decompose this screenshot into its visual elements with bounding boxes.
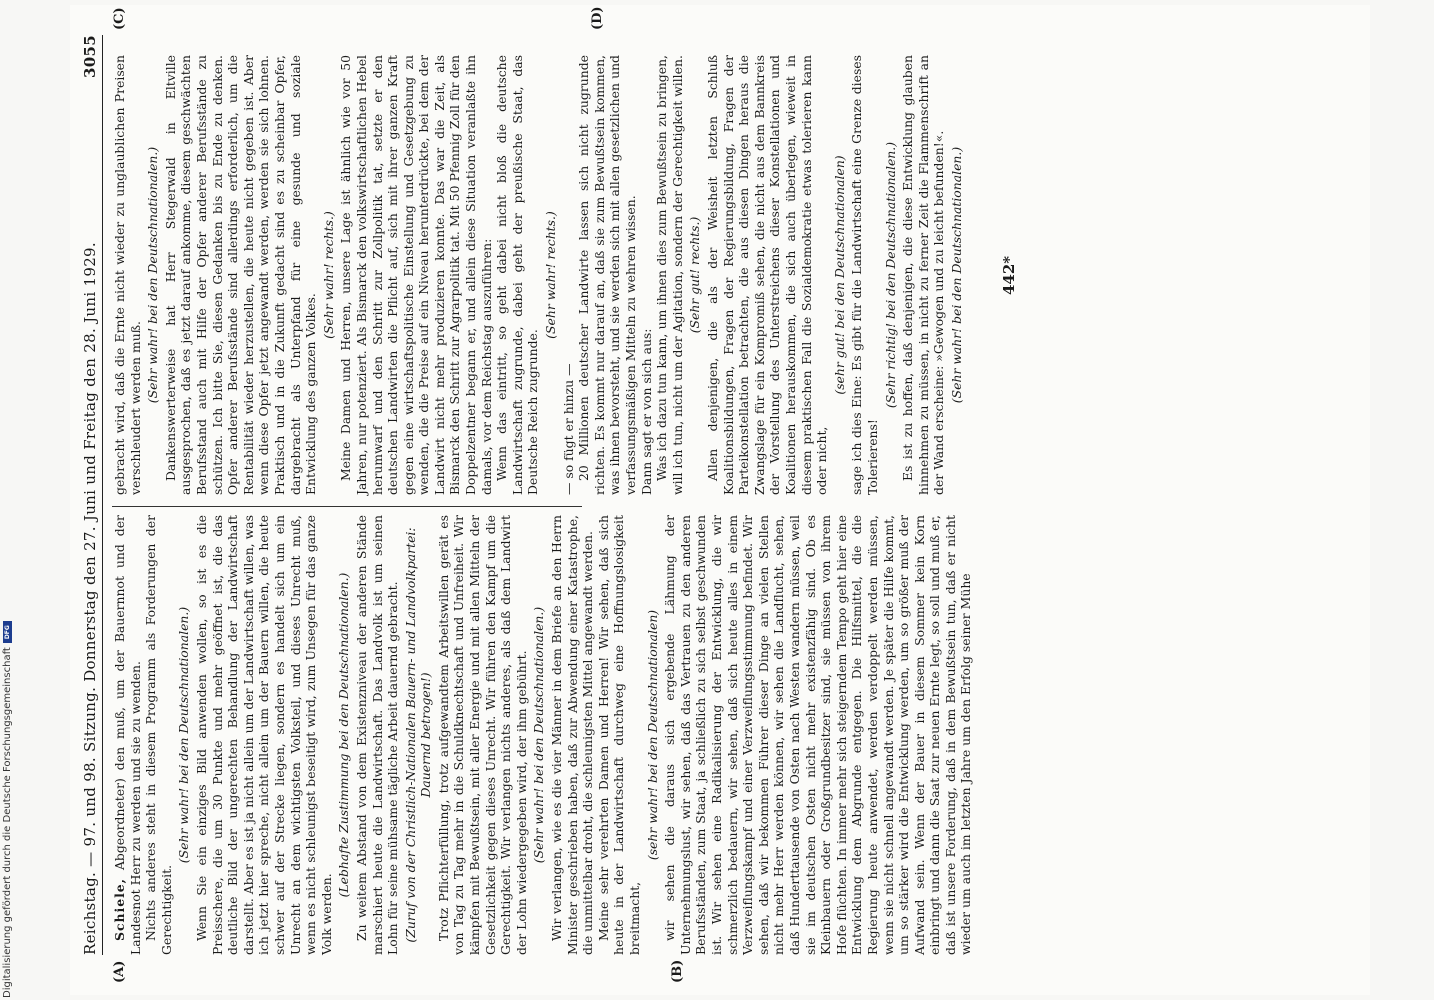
dfg-logo-icon: DFG xyxy=(3,621,12,643)
paragraph: Zu weitem Abstand von dem Existenzniveau der anderen Stände marschiert heute die Landwirtschaft. Das Landvolk ist um seinen Lohn für seine mühsame tägliche Arbeit dauernd gebracht. xyxy=(353,515,401,955)
interjection: (Sehr wahr! rechts.) xyxy=(543,211,559,339)
margin-letter-c: (C) xyxy=(112,7,127,30)
right-column xyxy=(112,55,966,495)
left-column xyxy=(112,515,974,955)
digitization-credit xyxy=(2,621,13,998)
interjection: (Sehr wahr! rechts.) xyxy=(320,211,336,339)
paragraph-text: Abgeordneter) den muß, um der Bauernnot und der Landesnot Herr zu werden und sie zu wenden. xyxy=(112,515,143,955)
paragraph: — so fügt er hinzu — xyxy=(560,363,576,495)
page-number: 3055 xyxy=(81,35,99,78)
credit-text: Digitalisierung gefördert durch die Deutsche Forschungsgemeinschaft xyxy=(2,647,13,998)
margin-letter-b: (B) xyxy=(670,959,685,983)
paragraph xyxy=(112,515,143,955)
paragraph: Wir verlangen, wie es die vier Männer in dem Briefe an den Herrn Minister geschrieben haben, daß zur Abwendung einer Katastrophe, die unmittelbar droht, die schleunigsten Mittel angewandt werden. xyxy=(549,515,596,955)
page-footer: 442* xyxy=(1000,255,1018,295)
speaker-name: Schiele, xyxy=(112,878,127,941)
paragraph: Wenn das eintritt, so geht dabei nicht bloß die deutsche Landwirtschaft zugrunde, dabei geht der preußische Staat, das Deutsche Reich zugrunde. xyxy=(494,55,541,495)
rotated-page xyxy=(70,5,1370,995)
interjection: (Zuruf von der Christlich-Nationalen Bauern- und Landvolkpartei: Dauernd betrogen!) xyxy=(402,527,434,943)
paragraph: 20 Millionen deutscher Landwirte lassen sich nicht zugrunde richten. Es kommt nur darauf an, daß sie zum Bewußtsein kommen, was ihnen bevorsteht, und sie werden sich mit allen gesetzlichen und verfassungsmäßigen Mitteln zu wehren wissen. xyxy=(576,55,638,495)
interjection: (Sehr wahr! bei den Deutschnationalen.) xyxy=(145,146,161,404)
interjection: (Sehr gut! rechts.) xyxy=(687,216,703,334)
interjection: (sehr wahr! bei den Deutschnationalen) xyxy=(644,609,660,861)
interjection: (Sehr wahr! bei den Deutschnationalen.) xyxy=(531,606,547,864)
paragraph: Meine sehr verehrten Damen und Herren! Wir sehen, daß sich heute in der Landwirtschaft durchweg eine Hoffnungslosigkeit breitmacht, xyxy=(595,515,642,955)
paragraph: wir sehen die daraus sich ergebende Lähmung der Unternehmungslust, wir sehen, daß das Vertrauen zu den anderen Berufsständen, zum Staat, ja schließlich zu sich selbst geschwunden ist. Wir sehen eine Radikalisierung der Entwicklung, die wir schmerzlich bedauern, wir sehen, daß sich heute alles in einem Verzweiflungskampf und einer Verzweiflungsstimmung befindet. Wir sehen, daß wir bekommen Führer dieser Dinge an vielen Stellen nicht mehr Herr werden können, wir sehen die Landflucht, sehen, daß Hunderttausende von Osten nach Westen wandern müssen, weil sie im deutschen Osten nicht mehr existenzfähig sind. Ob es Kleinbauern oder Großgrundbesitzer sind, sie müssen von ihrem Hofe flüchten. In immer mehr sich steigerndem Tempo geht hier eine Entwicklung dem Abgrunde entgegen. Die Hilfsmittel, die die Regierung heute anwendet, werden verdoppelt werden müssen, wenn sie nicht schnell angewandt werden. Je später die Hilfe kommt, um so stärker wird die Entwicklung werden, um so größer muß der Aufwand sein. Wenn der Bauer in diesem Sommer kein Korn einbringt und dann die Saat zur neuen Ernte legt, so soll und muß er, daß ist unsere Forderung, daß in dem Bewußtsein tun, daß er nicht wieder um auch im letzten Jahre um den Erfolg seiner Mühe xyxy=(662,515,974,955)
paragraph: Dann sagt er von sich aus: xyxy=(638,328,654,495)
paragraph: Trotz Pflichterfüllung, trotz aufgewandtem Arbeitswillen gerät es von Tag zu Tag mehr in die Schuldknechtschaft und Unfreiheit. Wir kämpfen mit Bewußtsein, mit aller Energie und mit allen Mitteln der Gesetzlichkeit gegen dieses Unrecht. Wir führen den Kampf um die Gerechtigkeit. Wir verlangen nichts anderes, als daß dem Landwirt der Lohn wiedergegeben wird, der ihm gebührt. xyxy=(435,515,529,955)
interjection: (Sehr wahr! bei den Deutschnationalen.) xyxy=(176,606,192,864)
interjection: (Lebhafte Zustimmung bei den Deutschnationalen.) xyxy=(336,572,352,898)
column-divider xyxy=(112,506,582,507)
paragraph: gebracht wird, daß die Ernte nicht wieder zu unglaublichen Preisen verschleudert werden muß. xyxy=(112,55,143,495)
running-title: Reichstag. — 97. und 98. Sitzung. Donnerstag den 27. Juni und Freitag den 28. Juni 1929. xyxy=(81,242,99,955)
paragraph: Wenn Sie ein einziges Bild anwenden wollen, so ist es die Preisschere, die um 30 Punkte und mehr geöffnet ist, die das deutliche Bild der ungerechten Behandlung der Landwirtschaft darstellt. Aber es ist ja nicht allein um der Landwirtschaft willen, was ich jetzt hier spreche, nicht allein um der Bauern willen, die heute schwer auf der Strecke liegen, sondern es handelt sich um ein Unrecht an dem wichtigsten Volksteil, und dieses Unrecht muß, wenn es nicht schleunigst beseitigt wird, zum Unsegen für das ganze Volk werden. xyxy=(193,515,334,955)
paragraph: sage ich dies Eine: Es gibt für die Landwirtschaft eine Grenze dieses Tolerierens! xyxy=(849,55,880,495)
running-header xyxy=(78,35,103,955)
interjection: (Sehr wahr! bei den Deutschnationalen.) xyxy=(948,146,964,404)
paragraph: Meine Damen und Herren, unsere Lage ist ähnlich wie vor 50 Jahren, nur potenziert. Als Bismarck den volkswirtschaftlichen Hebel herumwarf und den Schritt zur Zollpolitik tat, setzte er den deutschen Landwirten die Pflicht auf, sich mit ihrer ganzen Kraft gegen eine wirtschaftspolitische Einstellung und Gesetzgebung zu wenden, die die Preise auf ein Niveau herunterdrückte, bei dem der Landwirt nicht mehr produzieren konnte. Das war die Zeit, als Bismarck den Schritt zur Agrarpolitik tat. Mit 50 Pfennig Zoll für den Doppelzentner begann er, und allein diese Situation veranlaßte ihn damals, vor dem Reichstag auszuführen: xyxy=(338,55,494,495)
paragraph: Es ist zu hoffen, daß denjenigen, die diese Entwicklung glauben hinnehmen zu müssen, in nicht zu ferner Zeit die Flammenschrift an der Wand erscheine: »Gewogen und zu leicht befunden!«. xyxy=(900,55,947,495)
paragraph: Nichts anderes steht in diesem Programm als Forderungen der Gerechtigkeit. xyxy=(143,515,174,955)
paragraph: Allen denjenigen, die als der Weisheit letzten Schluß Koalitionsbildungen, Fragen der Regierungsbildung, Fragen der Parteikonstellation betrachten, die aus diesen Dingen heraus die Zwangslage für ein Kompromiß sehen, die nicht aus dem Bannkreis der Vorstellung des Unterstreichens dieser Konstellationen und Koalitionen herauskommen, die sich auch überlegen, wieweit in diesem praktischen Fall die Sozialdemokratie etwas tolerieren kann oder nicht, xyxy=(704,55,830,495)
margin-letter-a: (A) xyxy=(112,960,127,983)
margin-letter-d: (D) xyxy=(590,6,605,30)
interjection: (sehr gut! bei den Deutschnationalen) xyxy=(831,155,847,395)
paragraph: Dankenswerterweise hat Herr Stegerwald in Eltville ausgesprochen, daß es jetzt darauf ankomme, diesem geschwächten Berufsstand auch mit Hilfe der Opfer anderer Berufsstände zu schützen. Ich bitte Sie, diesen Gedanken bis zu Ende zu denken. Opfer anderer Berufsstände sind allerdings erforderlich, um die Rentabilität wieder herzustellen, die heute nicht gegeben ist. Aber wenn diese Opfer jetzt angewandt werden, werden sie sich lohnen. Praktisch und in die Zukunft gedacht sind es zu scheinbar Opfer, dargebracht als Unterpfand für eine gesunde und soziale Entwicklung des ganzen Volkes. xyxy=(162,55,319,495)
interjection: (Sehr richtig! bei den Deutschnationalen.) xyxy=(882,141,898,409)
paragraph: Was ich dazu tun kann, um ihnen dies zum Bewußtsein zu bringen, will ich tun, nicht um der Agitation, sondern der Gerechtigkeit willen. xyxy=(654,55,685,495)
